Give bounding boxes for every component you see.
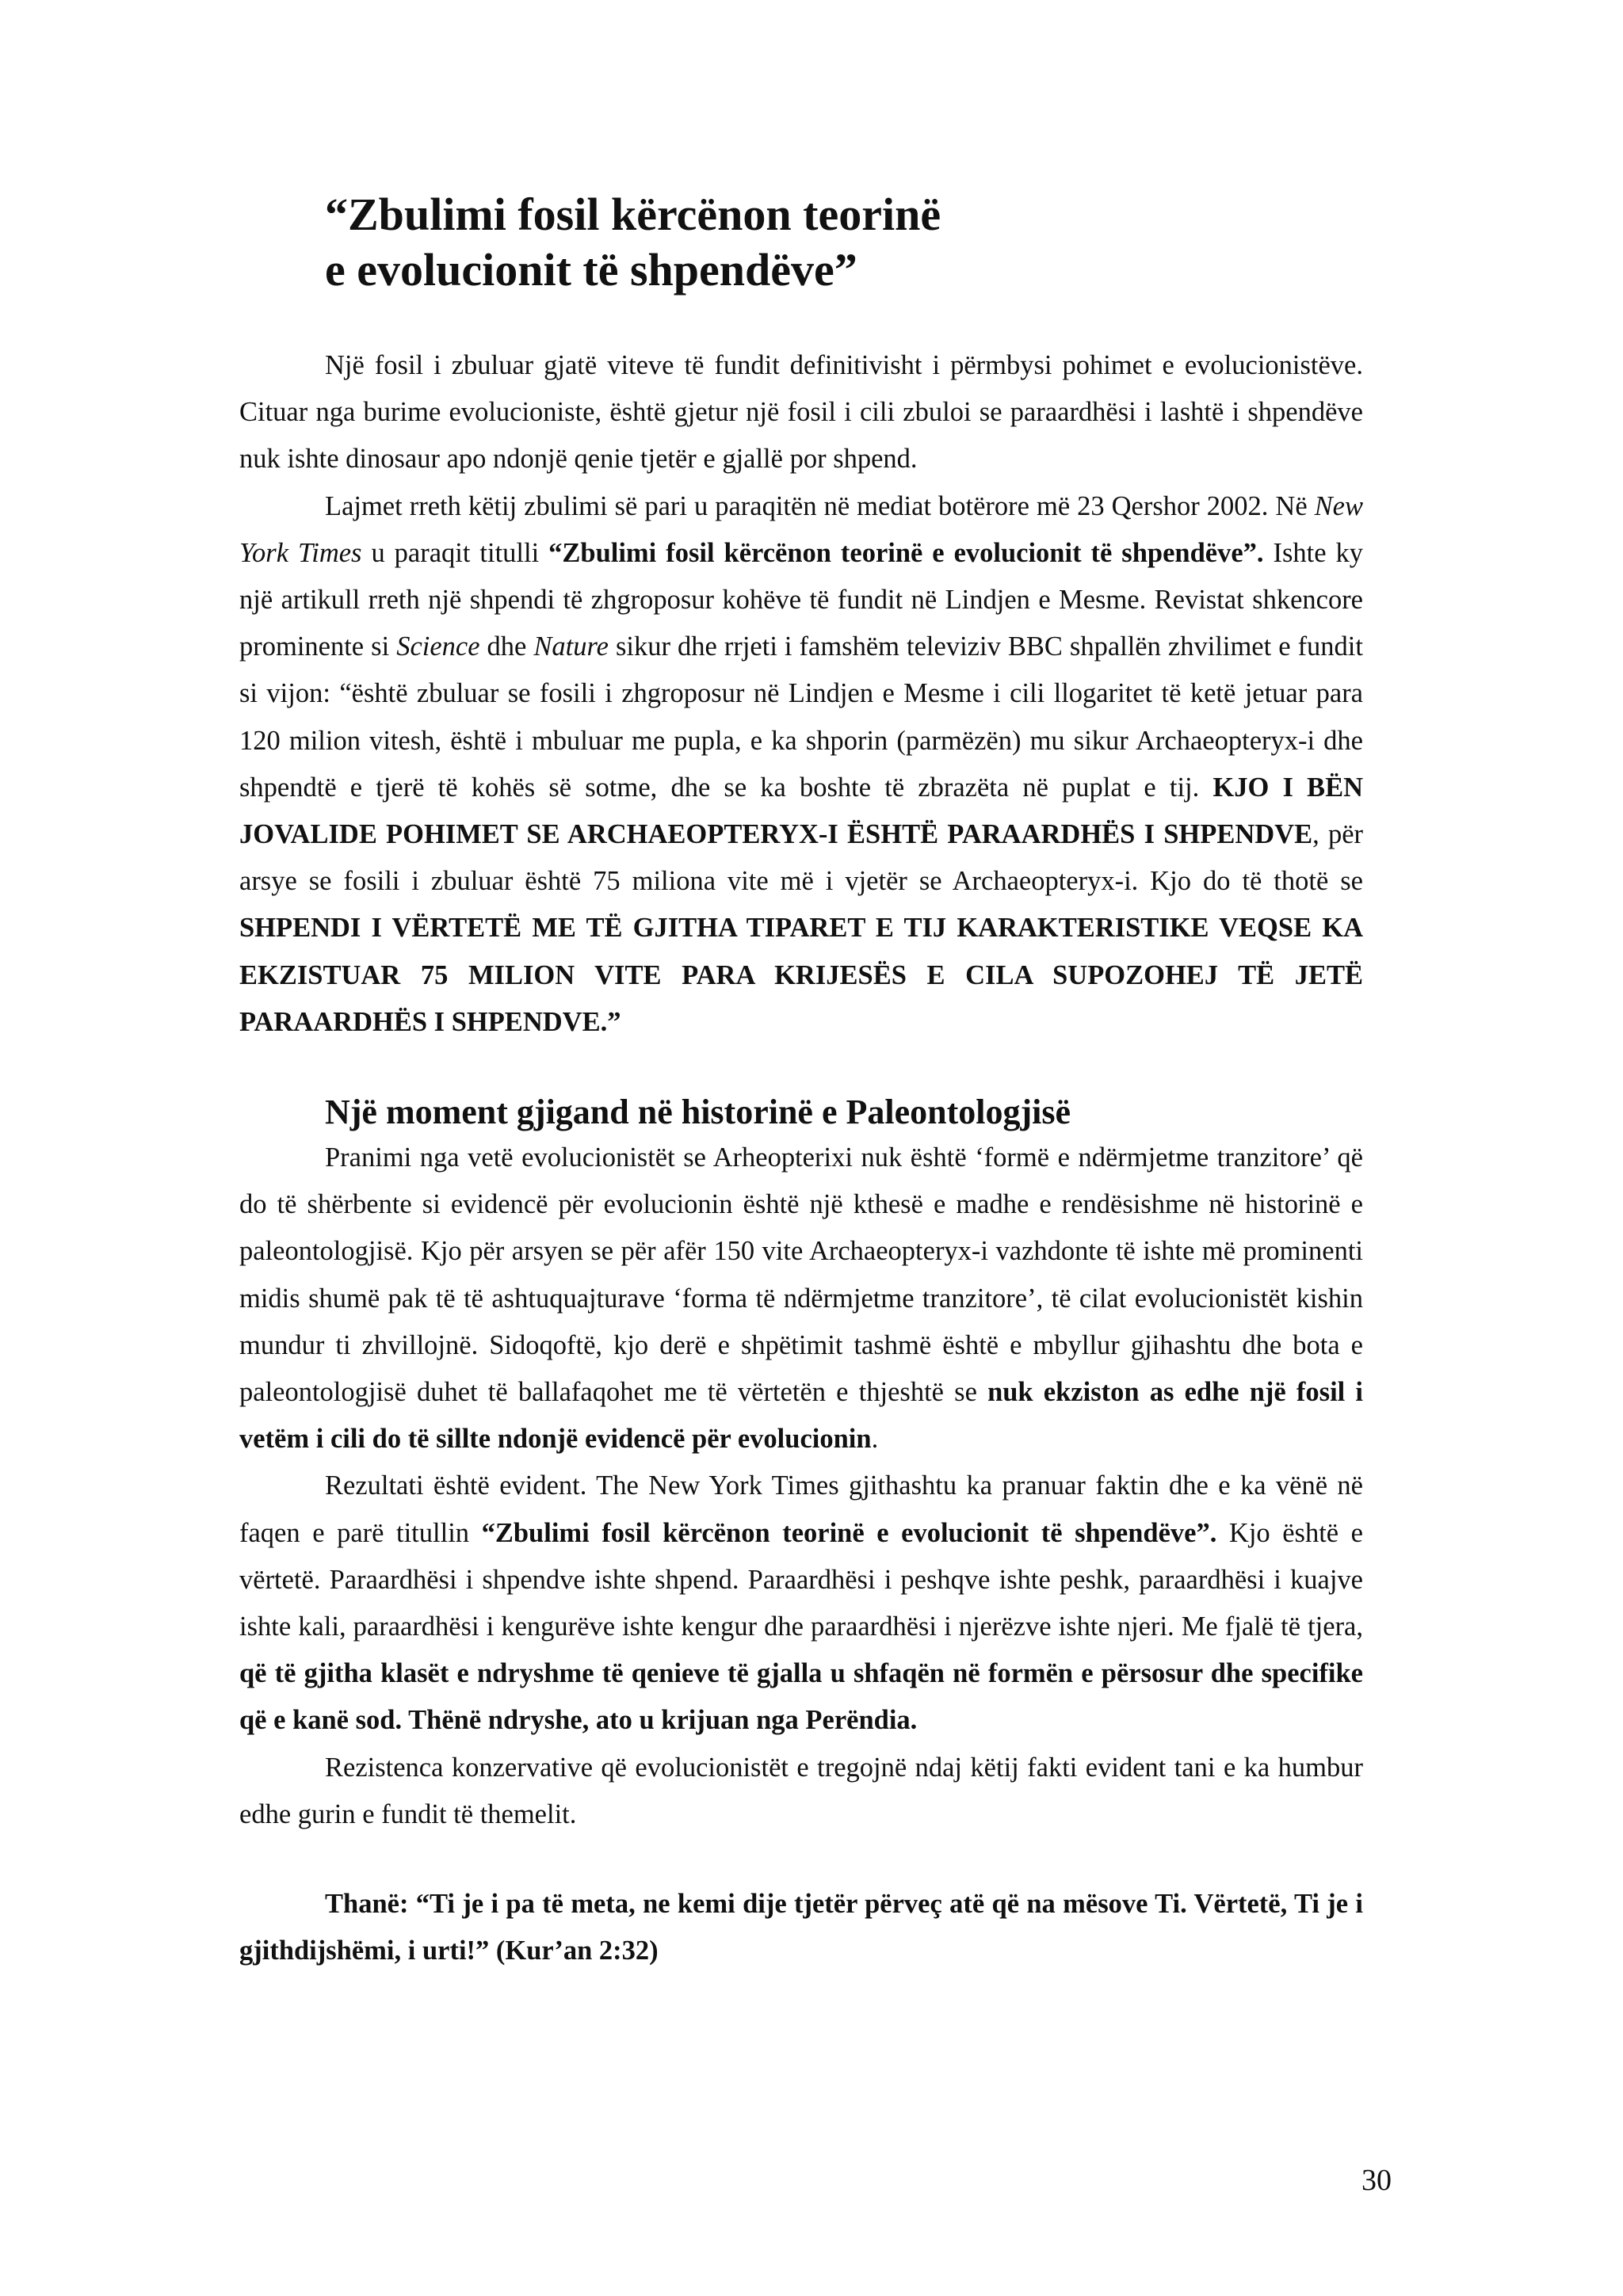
quran-quote: Thanë: “Ti je i pa të meta, ne kemi dije tjetër përveç atë që na mësove Ti. Vërtetë, Ti je i gjithdijshëmi, i urti!” (Kur’an 2:32) (239, 1889, 1363, 1966)
text-run: sikur dhe rrjeti i famshëm televiziv BBC shpallën zhvilimet e fundit si vijon: “është zbuluar se fosili i zhgroposur në Lindjen e Mesme i cili llogaritet të ketë jetuar para 120 milion vitesh, është i mbuluar me pupla, e ka shporin (parmëzën) mu sikur Archaeopteryx-i dhe shpendtë e tjerë të kohës së sotme, dhe se ka boshte të zbrazëta në puplat e tij. (239, 631, 1363, 803)
text-run: dhe (479, 631, 534, 662)
emphasis-text: KJO I BËN JOVALIDE POHIMET SE ARCHAEOPTERYX-I ËSHTË PARAARDHËS I SHPENDVE (239, 772, 1363, 850)
emphasis-text: SHPENDI I VËRTETË ME TË GJITHA TIPARET E TIJ KARAKTERISTIKE VEQSE KA EKZISTUAR 75 MILION VITE PARA KRIJESËS E CILA SUPOZOHEJ TË JETË PARAARDHËS I SHPENDVE.” (239, 913, 1363, 1037)
article-title-line-2: e evolucionit të shpendëve” (325, 244, 857, 296)
text-run: , për arsye se fosili i zbuluar është 75 miliona vite më i vjetër se Archaeopteryx-i. Kjo do të thotë se (239, 819, 1363, 897)
emphasis-text: nuk ekziston as edhe një fosil i vetëm i cili do të sillte ndonjë evidencë për evolucionin (239, 1377, 1363, 1455)
article-body (239, 342, 1363, 1975)
paragraph-resistance: Rezistenca konzervative që evolucionistët e tregojnë ndaj këtij fakti evident tani e ka humbur edhe gurin e fundit të themelit. (239, 1752, 1363, 1829)
newspaper-name: New York Times (239, 490, 1363, 568)
paragraph-result (239, 1463, 1363, 1744)
headline-quote: “Zbulimi fosil kërcënon teorinë e evolucionit të shpendëve”. (481, 1517, 1217, 1548)
article-title-line-1: “Zbulimi fosil kërcënon teorinë (325, 189, 941, 240)
paragraph-intro: Një fosil i zbuluar gjatë viteve të fundit definitivisht i përmbysi pohimet e evolucionistëve. Cituar nga burime evolucioniste, është gjetur një fosil i cili zbuloi se paraardhësi i lashtë i shpendëve nuk ishte dinosaur apo ndonjë qenie tjetër e gjallë por shpend. (239, 350, 1363, 475)
article-title (325, 187, 1355, 298)
headline-quote: “Zbulimi fosil kërcënon teorinë e evolucionit të shpendëve”. (548, 537, 1264, 568)
section-heading: Një moment gjigand në historinë e Paleontologjisë (325, 1093, 1071, 1132)
text-run: u paraqit titulli (361, 537, 549, 568)
text-run: Rezultati është evident. The New York Times gjithashtu ka pranuar faktin dhe e ka vënë në faqen e parë titullin (239, 1470, 1363, 1548)
journal-science: Science (396, 631, 480, 662)
journal-nature: Nature (533, 631, 609, 662)
text-run: . (871, 1424, 879, 1455)
text-run: Lajmet rreth këtij zbulimi së pari u paraqitën në mediat botërore më 23 Qershor 2002. Në (325, 490, 1315, 521)
paragraph-news-report (239, 483, 1363, 1046)
emphasis-text: që të gjitha klasët e ndryshme të qenieve të gjalla u shfaqën në formën e përsosur dhe specifike që e kanë sod. Thënë ndryshe, ato u krijuan nga Perëndia. (239, 1658, 1363, 1736)
text-run: Ishte ky një artikull rreth një shpendi të zhgroposur kohëve të fundit në Lindjen e Mesme. Revistat shkencore prominente si (239, 537, 1363, 662)
text-run: Kjo është e vërtetë. Paraardhësi i shpendve ishte shpend. Paraardhësi i peshqve ishte peshk, paraardhësi i kuajve ishte kali, paraardhësi i kengurëve ishte kengur dhe paraardhësi i njerëzve ishte njeri. Me fjalë të tjera, (239, 1517, 1363, 1642)
paragraph-admission (239, 1135, 1363, 1463)
text-run: Pranimi nga vetë evolucionistët se Arheopterixi nuk është ‘formë e ndërmjetme tranzitore’ që do të shërbente si evidencë për evolucionin është një kthesë e madhe e rendësishme në historinë e paleontologjisë. Kjo për arsyen se për afër 150 vite Archaeopteryx-i vazhdonte të ishte më prominenti midis shumë pak të të ashtuquajturave ‘forma të ndërmjetme tranzitore’, të cilat evolucionistët kishin mundur ti zhvillojnë. Sidoqoftë, kjo derë e shpëtimit tashmë është e mbyllur gjihashtu dhe bota e paleontologjisë duhet të ballafaqohet me të vërtetën e thjeshtë se (239, 1142, 1363, 1408)
page-number: 30 (1361, 2164, 1392, 2197)
